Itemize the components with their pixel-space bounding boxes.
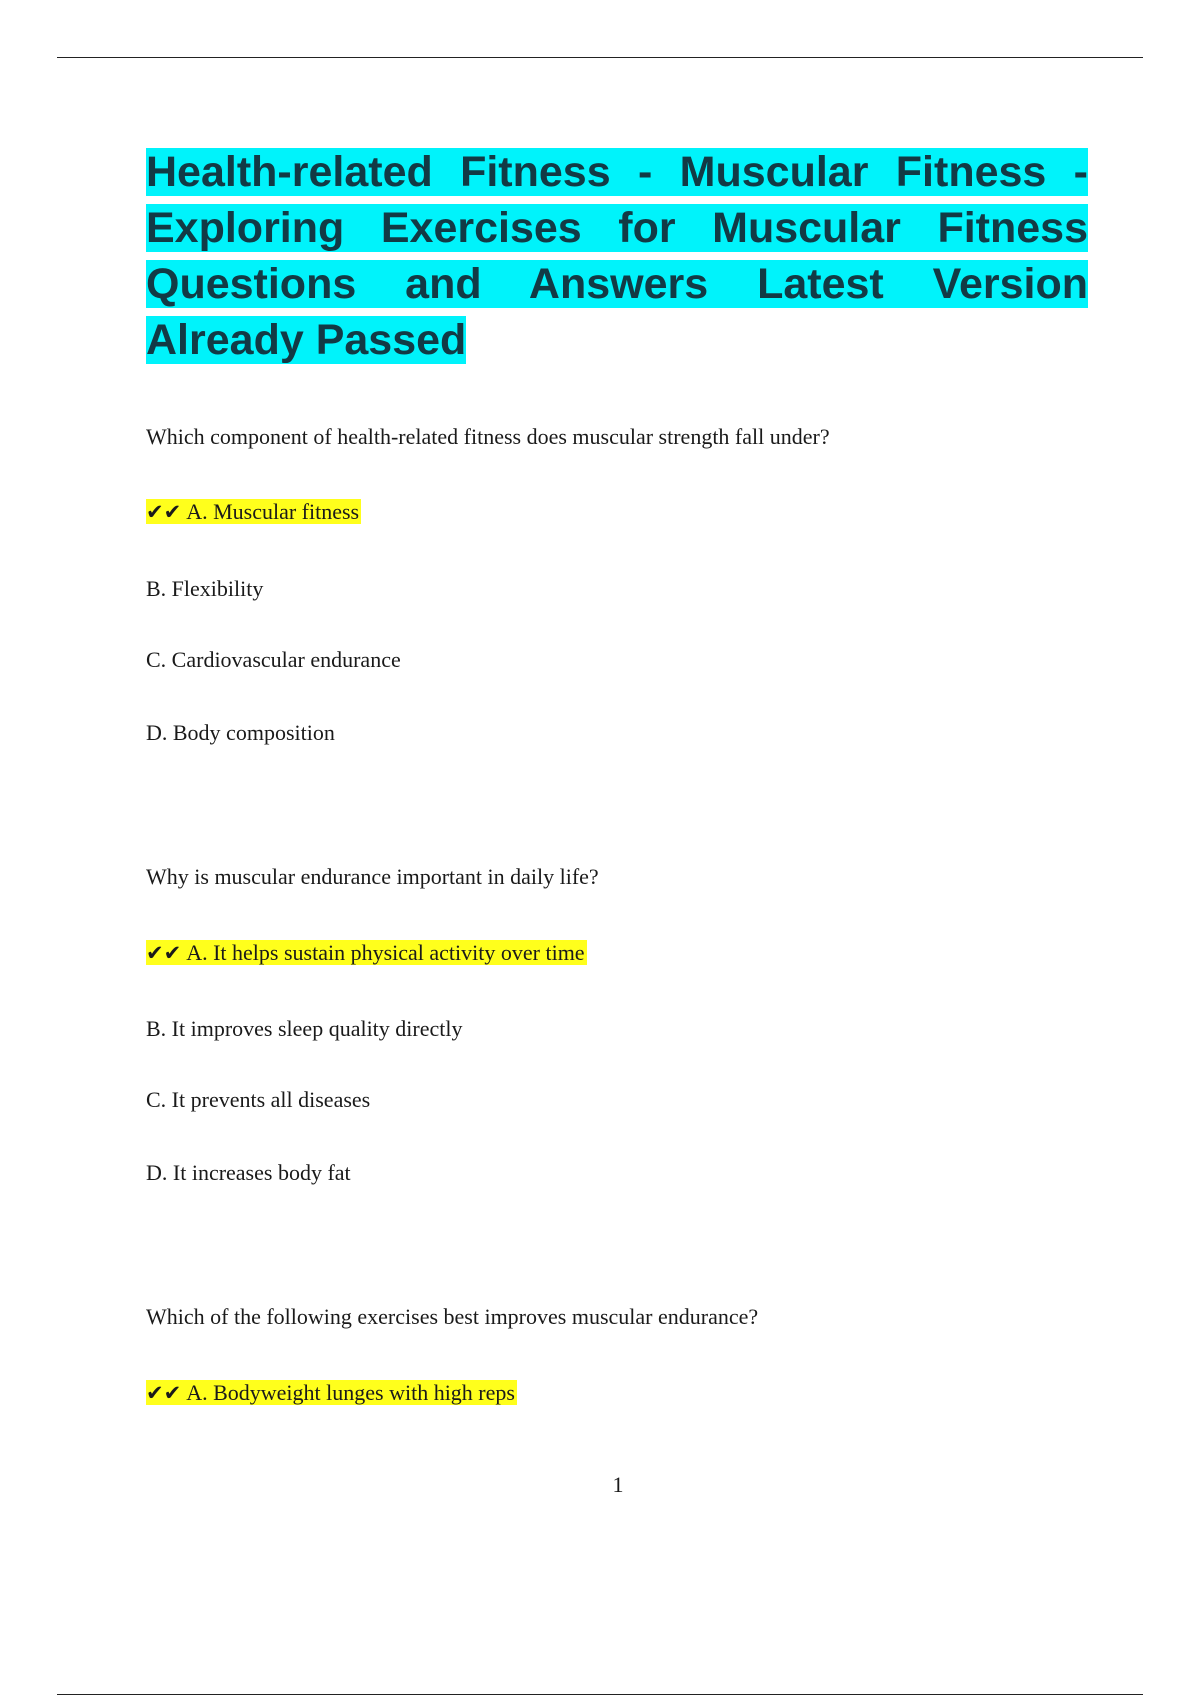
double-check-icon: ✔✔: [146, 500, 182, 524]
page-number: 1: [612, 1472, 624, 1497]
question-2-option-d: D. It increases body fat: [146, 1160, 351, 1185]
question-2-text: Why is muscular endurance important in daily life?: [146, 864, 599, 889]
question-2-option-c: C. It prevents all diseases: [146, 1087, 371, 1112]
answer-text: A. Muscular fitness: [186, 499, 360, 524]
question-1-option-d: D. Body composition: [146, 720, 335, 745]
question-1-option-b: B. Flexibility: [146, 576, 264, 601]
correct-answer-highlight: [146, 1380, 517, 1405]
top-rule: [57, 57, 1143, 58]
question-2-correct-answer: [146, 938, 587, 968]
question-1-correct-answer: [146, 497, 361, 527]
question-1-option-c: C. Cardiovascular endurance: [146, 647, 401, 672]
question-3-correct-answer: [146, 1378, 517, 1408]
bottom-rule: [57, 1694, 1143, 1695]
question-1-text: Which component of health-related fitness does muscular strength fall under?: [146, 424, 830, 449]
double-check-icon: ✔✔: [146, 941, 182, 965]
question-2-option-b: B. It improves sleep quality directly: [146, 1016, 463, 1041]
correct-answer-highlight: [146, 499, 361, 524]
document-title: Health-related Fitness - Muscular Fitness - Exploring Exercises for Muscular Fitness Questions and Answers Latest Version Already Passed: [146, 148, 1088, 364]
answer-text: A. It helps sustain physical activity over time: [186, 940, 585, 965]
correct-answer-highlight: [146, 940, 587, 965]
double-check-icon: ✔✔: [146, 1381, 182, 1405]
answer-text: A. Bodyweight lunges with high reps: [186, 1380, 515, 1405]
document-title-block: [146, 144, 1088, 368]
question-3-text: Which of the following exercises best improves muscular endurance?: [146, 1304, 759, 1329]
